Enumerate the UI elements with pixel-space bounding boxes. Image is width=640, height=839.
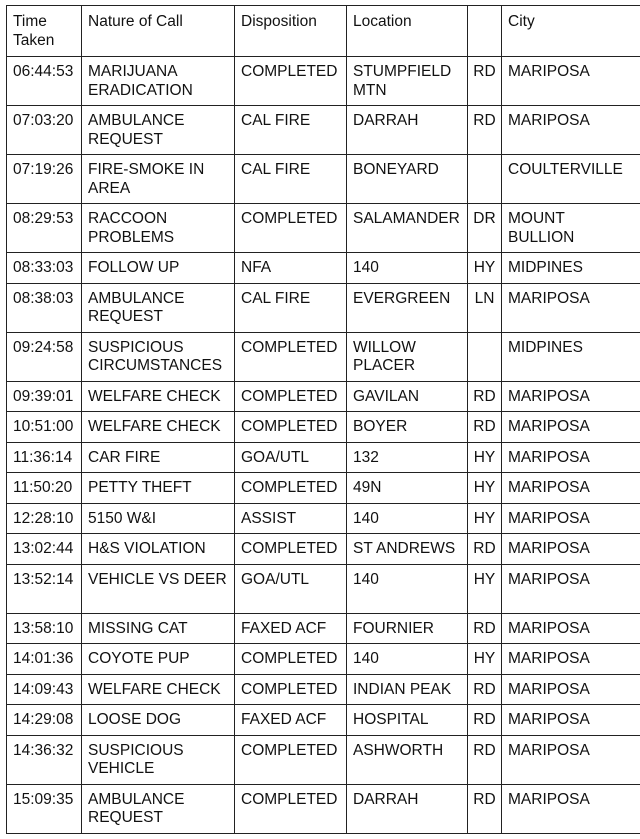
- cell-nature-of-call: H&S VIOLATION: [82, 534, 235, 565]
- table-row: [7, 784, 640, 833]
- cell-location: SALAMANDER: [347, 204, 468, 253]
- cell-nature-of-call: LOOSE DOG: [82, 705, 235, 736]
- cell-time-taken: 07:03:20: [7, 106, 82, 155]
- cell-disposition: CAL FIRE: [235, 155, 347, 204]
- cell-location: BOYER: [347, 412, 468, 443]
- cell-location: FOURNIER: [347, 613, 468, 644]
- table-row: [7, 57, 640, 106]
- cell-city: MARIPOSA: [502, 534, 640, 565]
- table-row: [7, 613, 640, 644]
- cell-location: WILLOW PLACER: [347, 332, 468, 381]
- cell-street-suffix: RD: [468, 106, 502, 155]
- table-row: [7, 412, 640, 443]
- cell-disposition: GOA/UTL: [235, 564, 347, 613]
- cell-time-taken: 08:29:53: [7, 204, 82, 253]
- cell-nature-of-call: COYOTE PUP: [82, 644, 235, 675]
- table-row: [7, 204, 640, 253]
- cell-location: 132: [347, 442, 468, 473]
- cell-time-taken: 12:28:10: [7, 503, 82, 534]
- cell-location: EVERGREEN: [347, 283, 468, 332]
- header-city: City: [502, 6, 640, 57]
- cell-disposition: COMPLETED: [235, 784, 347, 833]
- table-row: [7, 253, 640, 284]
- cell-time-taken: 14:01:36: [7, 644, 82, 675]
- cell-street-suffix: RD: [468, 534, 502, 565]
- cell-nature-of-call: AMBULANCE REQUEST: [82, 283, 235, 332]
- cell-location: GAVILAN: [347, 381, 468, 412]
- cell-street-suffix: HY: [468, 442, 502, 473]
- cell-street-suffix: RD: [468, 784, 502, 833]
- cell-location: ASHWORTH: [347, 735, 468, 784]
- header-location: Location: [347, 6, 468, 57]
- cell-location: DARRAH: [347, 106, 468, 155]
- cell-city: MARIPOSA: [502, 705, 640, 736]
- cell-city: MARIPOSA: [502, 735, 640, 784]
- call-log-table: [6, 5, 640, 834]
- cell-location: HOSPITAL: [347, 705, 468, 736]
- header-time-taken: Time Taken: [7, 6, 82, 57]
- table-row: [7, 473, 640, 504]
- cell-street-suffix: RD: [468, 674, 502, 705]
- cell-street-suffix: HY: [468, 473, 502, 504]
- cell-nature-of-call: SUSPICIOUS VEHICLE: [82, 735, 235, 784]
- cell-city: MARIPOSA: [502, 283, 640, 332]
- cell-nature-of-call: FOLLOW UP: [82, 253, 235, 284]
- cell-nature-of-call: WELFARE CHECK: [82, 381, 235, 412]
- table-body: [7, 57, 640, 834]
- cell-disposition: COMPLETED: [235, 57, 347, 106]
- cell-street-suffix: HY: [468, 503, 502, 534]
- cell-city: MARIPOSA: [502, 473, 640, 504]
- cell-disposition: COMPLETED: [235, 644, 347, 675]
- table-row: [7, 283, 640, 332]
- cell-city: COULTERVILLE: [502, 155, 640, 204]
- cell-street-suffix: [468, 155, 502, 204]
- cell-disposition: COMPLETED: [235, 204, 347, 253]
- header-disposition: Disposition: [235, 6, 347, 57]
- cell-time-taken: 08:33:03: [7, 253, 82, 284]
- cell-time-taken: 08:38:03: [7, 283, 82, 332]
- table-row: [7, 644, 640, 675]
- cell-city: MARIPOSA: [502, 613, 640, 644]
- cell-street-suffix: HY: [468, 564, 502, 613]
- table-row: [7, 674, 640, 705]
- table-header: [7, 6, 640, 57]
- header-street-suffix: [468, 6, 502, 57]
- cell-nature-of-call: AMBULANCE REQUEST: [82, 784, 235, 833]
- cell-street-suffix: [468, 332, 502, 381]
- cell-disposition: COMPLETED: [235, 381, 347, 412]
- cell-disposition: ASSIST: [235, 503, 347, 534]
- cell-disposition: FAXED ACF: [235, 705, 347, 736]
- cell-time-taken: 14:29:08: [7, 705, 82, 736]
- cell-city: MARIPOSA: [502, 784, 640, 833]
- cell-nature-of-call: WELFARE CHECK: [82, 674, 235, 705]
- cell-city: MOUNT BULLION: [502, 204, 640, 253]
- cell-disposition: CAL FIRE: [235, 283, 347, 332]
- cell-street-suffix: RD: [468, 613, 502, 644]
- cell-street-suffix: RD: [468, 735, 502, 784]
- table-row: [7, 332, 640, 381]
- table-row: [7, 705, 640, 736]
- cell-location: 140: [347, 644, 468, 675]
- cell-city: MARIPOSA: [502, 57, 640, 106]
- cell-time-taken: 14:36:32: [7, 735, 82, 784]
- cell-city: MARIPOSA: [502, 412, 640, 443]
- cell-disposition: COMPLETED: [235, 473, 347, 504]
- table-row: [7, 735, 640, 784]
- cell-nature-of-call: RACCOON PROBLEMS: [82, 204, 235, 253]
- cell-location: INDIAN PEAK: [347, 674, 468, 705]
- cell-time-taken: 06:44:53: [7, 57, 82, 106]
- cell-location: 140: [347, 564, 468, 613]
- cell-disposition: COMPLETED: [235, 534, 347, 565]
- cell-city: MIDPINES: [502, 253, 640, 284]
- table-row: [7, 155, 640, 204]
- cell-nature-of-call: MISSING CAT: [82, 613, 235, 644]
- cell-city: MARIPOSA: [502, 503, 640, 534]
- cell-city: MARIPOSA: [502, 442, 640, 473]
- cell-city: MARIPOSA: [502, 106, 640, 155]
- cell-disposition: COMPLETED: [235, 412, 347, 443]
- cell-time-taken: 13:02:44: [7, 534, 82, 565]
- cell-time-taken: 09:39:01: [7, 381, 82, 412]
- cell-nature-of-call: FIRE-SMOKE IN AREA: [82, 155, 235, 204]
- cell-nature-of-call: SUSPICIOUS CIRCUMSTANCES: [82, 332, 235, 381]
- cell-nature-of-call: 5150 W&I: [82, 503, 235, 534]
- cell-time-taken: 07:19:26: [7, 155, 82, 204]
- cell-time-taken: 09:24:58: [7, 332, 82, 381]
- cell-time-taken: 13:52:14: [7, 564, 82, 613]
- header-nature-of-call: Nature of Call: [82, 6, 235, 57]
- cell-street-suffix: RD: [468, 705, 502, 736]
- cell-time-taken: 11:50:20: [7, 473, 82, 504]
- cell-time-taken: 15:09:35: [7, 784, 82, 833]
- cell-street-suffix: RD: [468, 381, 502, 412]
- cell-street-suffix: LN: [468, 283, 502, 332]
- cell-time-taken: 14:09:43: [7, 674, 82, 705]
- header-row: [7, 6, 640, 57]
- cell-location: 140: [347, 503, 468, 534]
- cell-nature-of-call: VEHICLE VS DEER: [82, 564, 235, 613]
- cell-street-suffix: RD: [468, 412, 502, 443]
- cell-nature-of-call: AMBULANCE REQUEST: [82, 106, 235, 155]
- cell-disposition: COMPLETED: [235, 735, 347, 784]
- cell-location: STUMPFIELD MTN: [347, 57, 468, 106]
- cell-disposition: FAXED ACF: [235, 613, 347, 644]
- cell-time-taken: 11:36:14: [7, 442, 82, 473]
- cell-disposition: NFA: [235, 253, 347, 284]
- cell-city: MARIPOSA: [502, 381, 640, 412]
- cell-city: MARIPOSA: [502, 644, 640, 675]
- cell-city: MARIPOSA: [502, 564, 640, 613]
- cell-nature-of-call: MARIJUANA ERADICATION: [82, 57, 235, 106]
- cell-nature-of-call: CAR FIRE: [82, 442, 235, 473]
- cell-street-suffix: DR: [468, 204, 502, 253]
- cell-city: MARIPOSA: [502, 674, 640, 705]
- table-row: [7, 564, 640, 613]
- cell-time-taken: 10:51:00: [7, 412, 82, 443]
- cell-street-suffix: HY: [468, 644, 502, 675]
- table-row: [7, 381, 640, 412]
- cell-street-suffix: HY: [468, 253, 502, 284]
- cell-location: DARRAH: [347, 784, 468, 833]
- table-row: [7, 442, 640, 473]
- cell-location: BONEYARD: [347, 155, 468, 204]
- cell-street-suffix: RD: [468, 57, 502, 106]
- cell-time-taken: 13:58:10: [7, 613, 82, 644]
- table-row: [7, 534, 640, 565]
- table-row: [7, 106, 640, 155]
- cell-disposition: COMPLETED: [235, 674, 347, 705]
- cell-disposition: GOA/UTL: [235, 442, 347, 473]
- cell-city: MIDPINES: [502, 332, 640, 381]
- table-row: [7, 503, 640, 534]
- cell-disposition: CAL FIRE: [235, 106, 347, 155]
- cell-nature-of-call: PETTY THEFT: [82, 473, 235, 504]
- cell-location: 49N: [347, 473, 468, 504]
- cell-location: 140: [347, 253, 468, 284]
- cell-nature-of-call: WELFARE CHECK: [82, 412, 235, 443]
- cell-location: ST ANDREWS: [347, 534, 468, 565]
- cell-disposition: COMPLETED: [235, 332, 347, 381]
